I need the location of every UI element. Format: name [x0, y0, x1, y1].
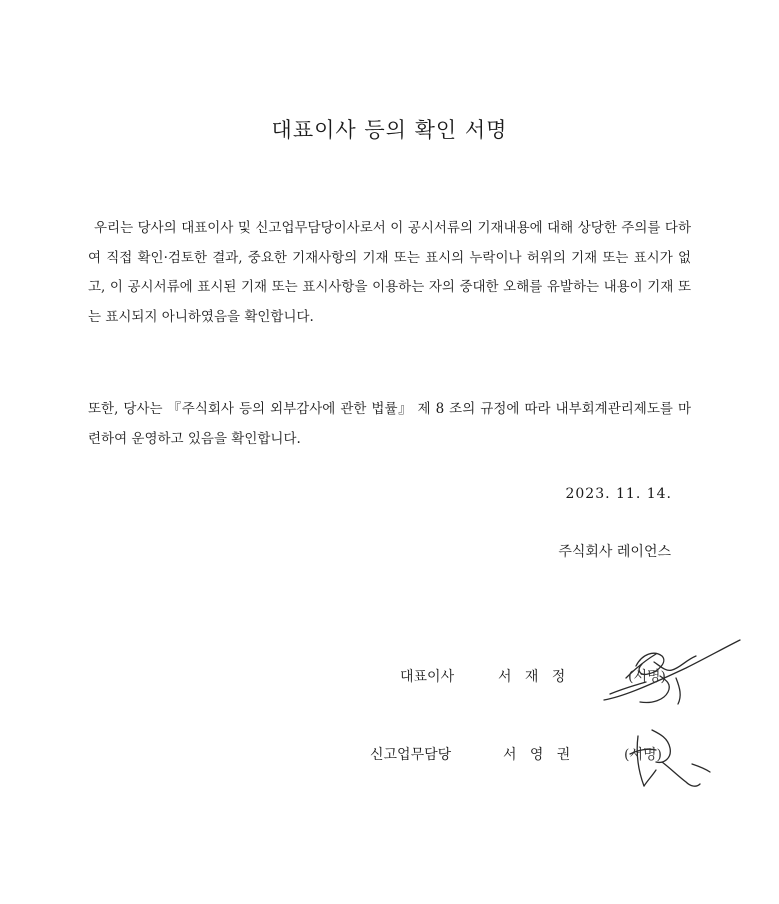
signatory-role: 대표이사: [400, 669, 455, 685]
signatory-role: 신고업무담당: [370, 747, 452, 763]
signatory-row-disclosure: [0, 744, 779, 768]
internal-control-paragraph: 또한, 당사는 『주식회사 등의 외부감사에 관한 법률』 제 8 조의 규정에 따라 내부회계관리제도를 마련하여 운영하고 있음을 확인합니다.: [88, 401, 691, 447]
signature-seal-label: (서명): [628, 669, 666, 685]
document-title: 대표이사 등의 확인 서명: [271, 118, 508, 142]
signature-seal-label: (서명): [624, 747, 662, 763]
signatory-name: 서 재 정: [498, 669, 566, 685]
company-name: 주식회사 레이언스: [558, 544, 671, 560]
signatory-row-ceo: [0, 666, 779, 690]
confirmation-paragraph: 우리는 당사의 대표이사 및 신고업무담당이사로서 이 공시서류의 기재내용에 대해 상당한 주의를 다하여 직접 확인·검토한 결과, 중요한 기재사항의 기재 또는 표시의 누락이나 허위의 기재 또는 표시가 없고, 이 공시서류에 표시된 기재 또는 표시사항을 이용하는 자의 중대한 오해를 유발하는 내용이 기재 또는 표시되지 아니하였음을 확인합니다.: [88, 220, 691, 325]
document-date: 2023. 11. 14.: [565, 486, 672, 502]
signatory-name: 서 영 권: [503, 747, 571, 763]
